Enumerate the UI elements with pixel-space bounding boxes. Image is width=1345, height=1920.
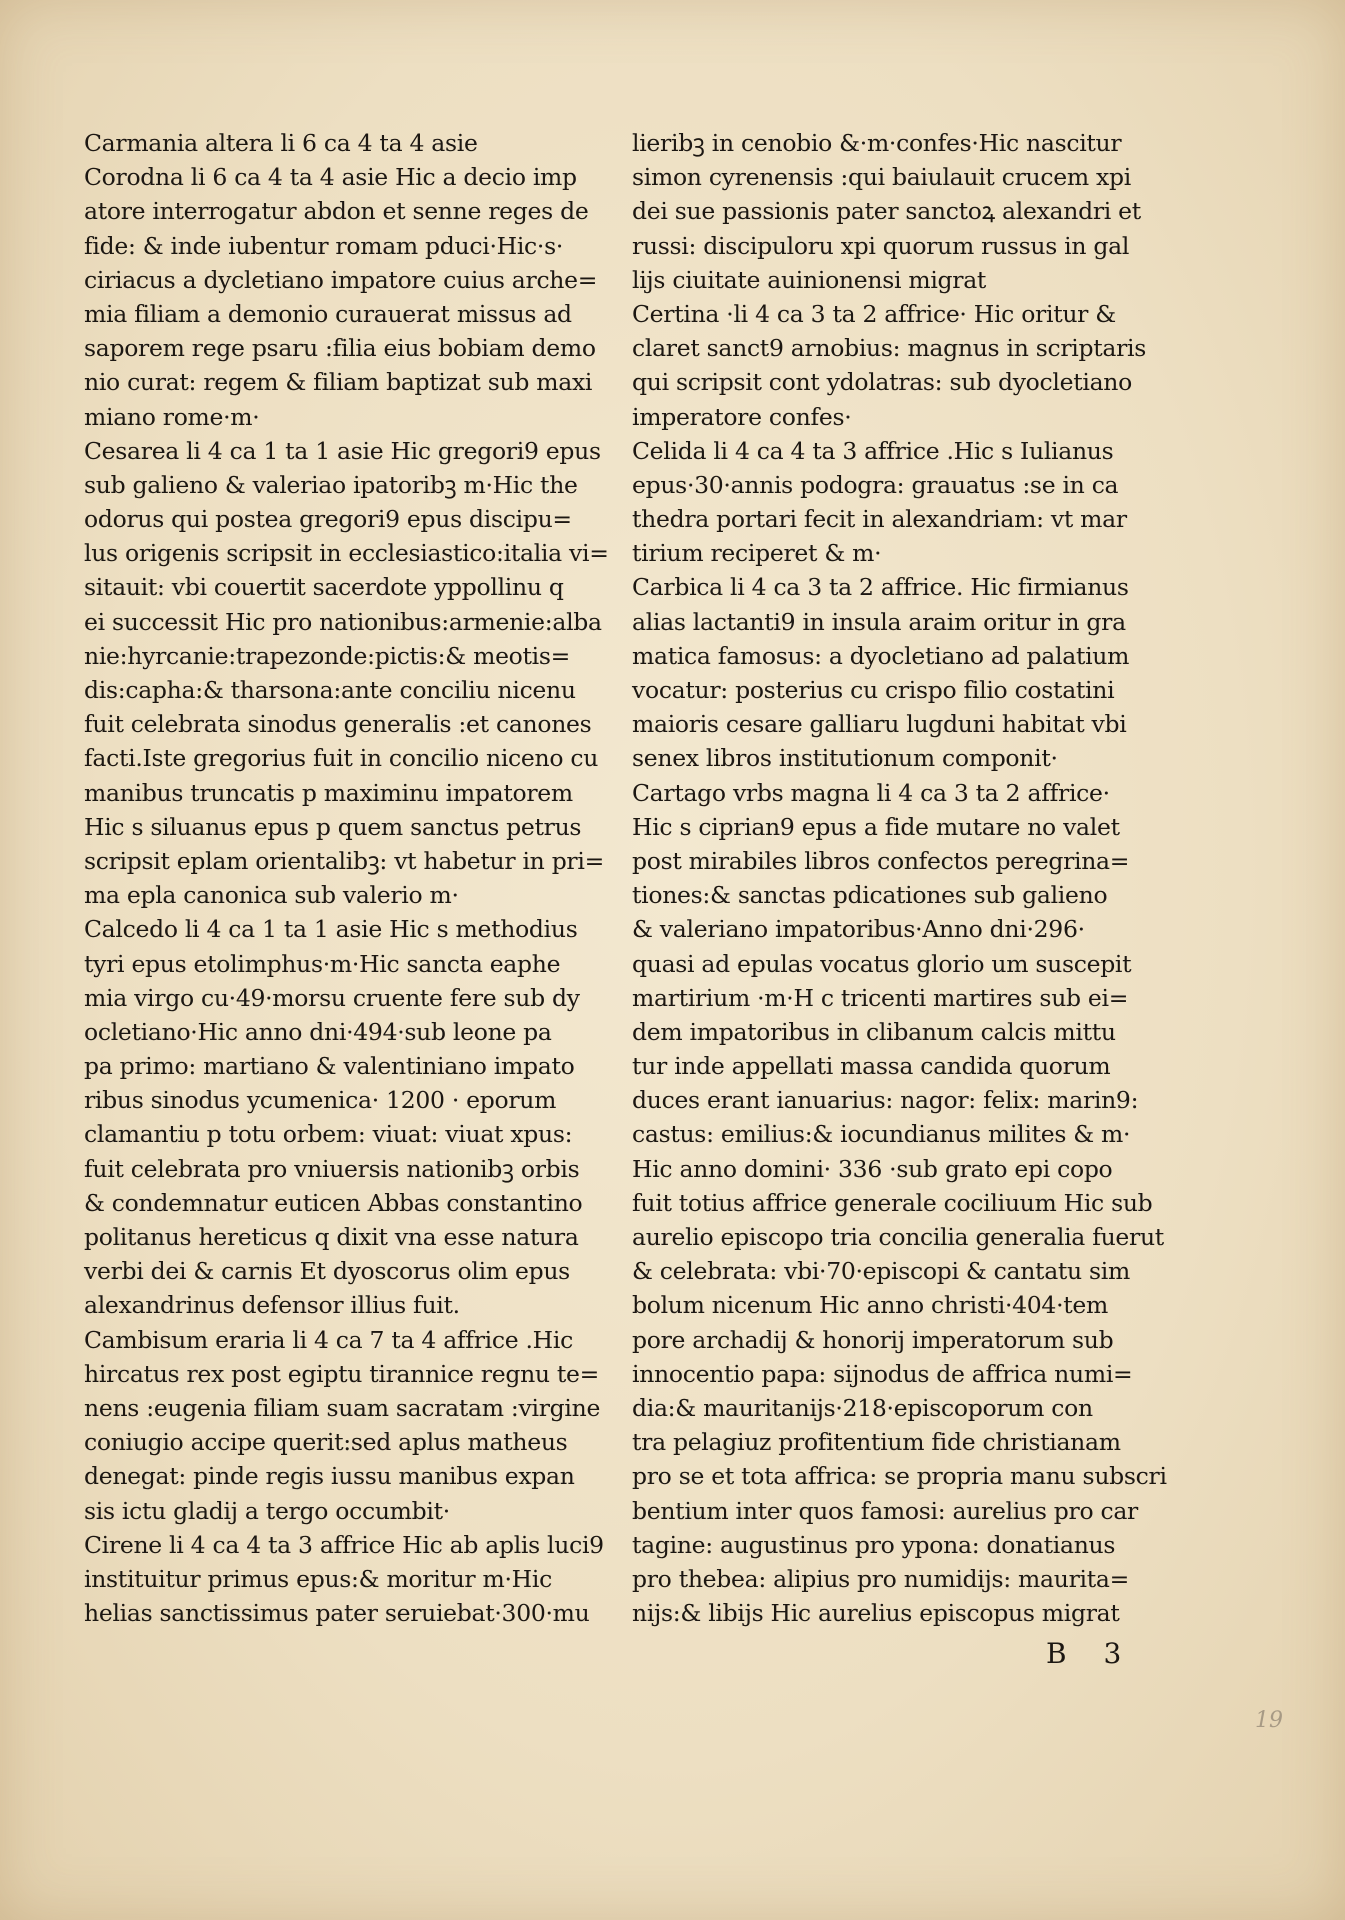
text-line: coniugio accipe querit:sed aplus matheus bbox=[84, 1428, 568, 1457]
text-line: nijs:& libijs Hic aurelius episcopus migrat bbox=[632, 1599, 1120, 1628]
text-line: ei successit Hic pro nationibus:armenie:alba bbox=[84, 607, 602, 636]
text-line: lijs ciuitate auinionensi migrat bbox=[632, 265, 987, 294]
text-line: hircatus rex post egiptu tirannice regnu te= bbox=[84, 1359, 600, 1388]
text-line: Carmania altera li 6 ca 4 ta 4 asie bbox=[84, 129, 478, 157]
text-line: Hic s ciprian9 epus a fide mutare no valet bbox=[632, 812, 1120, 841]
text-line: scripsit eplam orientalibꝫ: vt habetur in pri= bbox=[84, 846, 604, 875]
text-line: & celebrata: vbi·70·episcopi & cantatu sim bbox=[632, 1257, 1131, 1286]
text-line: politanus hereticus q dixit vna esse natura bbox=[84, 1223, 579, 1251]
text-line: imperatore confes· bbox=[632, 402, 852, 431]
text-line: Certina ·li 4 ca 3 ta 2 affrice· Hic oritur & bbox=[632, 299, 1116, 328]
text-line: Hic anno domini· 336 ·sub grato epi copo bbox=[632, 1154, 1113, 1183]
text-line: aurelio episcopo tria concilia generalia fuerut bbox=[632, 1223, 1164, 1251]
text-line: instituitur primus epus:& moritur m·Hic bbox=[84, 1564, 552, 1593]
text-line: & condemnatur euticen Abbas constantino bbox=[84, 1188, 583, 1217]
text-line: odorus qui postea gregori9 epus discipu= bbox=[84, 505, 572, 534]
text-line: Cirene li 4 ca 4 ta 3 affrice Hic ab aplis luci9 bbox=[84, 1530, 604, 1559]
text-line: thedra portari fecit in alexandriam: vt mar bbox=[632, 505, 1127, 534]
text-line: russi: discipuloru xpi quorum russus in gal bbox=[632, 231, 1130, 260]
text-line: pro se et tota affrica: se propria manu subscri bbox=[632, 1462, 1167, 1491]
text-line: Corodna li 6 ca 4 ta 4 asie Hic a decio imp bbox=[84, 163, 577, 192]
text-line: Cesarea li 4 ca 1 ta 1 asie Hic gregori9 epus bbox=[84, 436, 601, 465]
text-line: lus origenis scripsit in ecclesiastico:italia vi= bbox=[84, 539, 609, 568]
text-line: vocatur: posterius cu crispo filio costatini bbox=[632, 676, 1115, 704]
signature-mark: B 3 bbox=[1046, 1637, 1136, 1670]
text-line: tur inde appellati massa candida quorum bbox=[632, 1052, 1111, 1081]
text-line: verbi dei & carnis Et dyoscorus olim epus bbox=[84, 1257, 570, 1286]
text-line: pa primo: martiano & valentiniano impato bbox=[84, 1052, 575, 1081]
text-line: manibus truncatis p maximinu impatorem bbox=[84, 778, 573, 807]
text-line: ribus sinodus ycumenica· 1200 · eporum bbox=[84, 1086, 557, 1115]
text-line: miano rome·m· bbox=[84, 402, 260, 431]
text-line: Cartago vrbs magna li 4 ca 3 ta 2 affrice· bbox=[632, 778, 1110, 807]
text-line: ciriacus a dycletiano impatore cuius arche= bbox=[84, 265, 598, 294]
text-line: facti.Iste gregorius fuit in concilio niceno cu bbox=[84, 744, 599, 773]
text-line: martirium ·m·H c tricenti martires sub ei= bbox=[632, 983, 1129, 1012]
text-line: post mirabiles libros confectos peregrina= bbox=[632, 846, 1130, 875]
text-line: quasi ad epulas vocatus glorio um suscepit bbox=[632, 949, 1132, 978]
text-line: atore interrogatur abdon et senne reges de bbox=[84, 197, 589, 226]
text-line: claret sanct9 arnobius: magnus in scriptaris bbox=[632, 334, 1146, 363]
text-line: Hic s siluanus epus p quem sanctus petrus bbox=[84, 812, 582, 841]
text-line: alexandrinus defensor illius fuit. bbox=[84, 1291, 460, 1320]
text-line: duces erant ianuarius: nagor: felix: marin9: bbox=[632, 1086, 1139, 1115]
text-line: Carbica li 4 ca 3 ta 2 affrice. Hic firmianus bbox=[632, 573, 1129, 602]
text-line: sis ictu gladij a tergo occumbit· bbox=[84, 1496, 450, 1525]
text-line: qui scripsit cont ydolatras: sub dyocletiano bbox=[632, 368, 1132, 397]
text-line: clamantiu p totu orbem: viuat: viuat xpus: bbox=[84, 1120, 573, 1149]
text-line: fide: & inde iubentur romam pduci·Hic·s· bbox=[84, 231, 563, 260]
text-line: tyri epus etolimphus·m·Hic sancta eaphe bbox=[84, 949, 561, 978]
text-line: tagine: augustinus pro ypona: donatianus bbox=[632, 1530, 1116, 1559]
text-line: pro thebea: alipius pro numidijs: maurita= bbox=[632, 1564, 1129, 1593]
text-line: senex libros institutionum componit· bbox=[632, 744, 1058, 773]
text-line: simon cyrenensis :qui baiulauit crucem xpi bbox=[632, 163, 1131, 192]
text-line: Celida li 4 ca 4 ta 3 affrice .Hic s Iulianus bbox=[632, 436, 1114, 465]
text-line: Calcedo li 4 ca 1 ta 1 asie Hic s methodius bbox=[84, 915, 578, 944]
text-line: dia:& mauritanijs·218·episcoporum con bbox=[632, 1393, 1093, 1422]
text-line: denegat: pinde regis iussu manibus expan bbox=[84, 1462, 575, 1491]
text-line: Cambisum eraria li 4 ca 7 ta 4 affrice .Hic bbox=[84, 1325, 573, 1354]
text-line: alias lactanti9 in insula araim oritur in gra bbox=[632, 607, 1126, 636]
text-line: castus: emilius:& iocundianus milites & m· bbox=[632, 1120, 1131, 1149]
text-line: matica famosus: a dyocletiano ad palatium bbox=[632, 641, 1130, 670]
text-line: bolum nicenum Hic anno christi·404·tem bbox=[632, 1291, 1108, 1320]
text-line: tra pelagiuz profitentium fide christianam bbox=[632, 1428, 1121, 1457]
text-line: fuit celebrata sinodus generalis :et canones bbox=[84, 710, 592, 739]
text-line: mia virgo cu·49·morsu cruente fere sub dy bbox=[84, 983, 580, 1012]
text-line: ocletiano·Hic anno dni·494·sub leone pa bbox=[84, 1017, 552, 1046]
text-line: tiones:& sanctas pdicationes sub galieno bbox=[632, 881, 1108, 910]
pencil-folio-note: 19 bbox=[1255, 1708, 1283, 1733]
right-text-column bbox=[632, 126, 1167, 1630]
text-line: bentium inter quos famosi: aurelius pro car bbox=[632, 1496, 1138, 1525]
text-line: dei sue passionis pater sanctoꝝ alexandri et bbox=[632, 197, 1141, 226]
text-line: nens :eugenia filiam suam sacratam :virgine bbox=[84, 1393, 601, 1422]
text-line: helias sanctissimus pater seruiebat·300·mu bbox=[84, 1599, 590, 1628]
text-line: tirium reciperet & m· bbox=[632, 539, 882, 568]
text-line: pore archadij & honorij imperatorum sub bbox=[632, 1325, 1114, 1354]
text-line: & valeriano impatoribus·Anno dni·296· bbox=[632, 915, 1085, 944]
text-line: nie:hyrcanie:trapezonde:pictis:& meotis= bbox=[84, 641, 571, 670]
text-line: innocentio papa: sijnodus de affrica numi= bbox=[632, 1359, 1133, 1388]
text-line: dis:capha:& tharsona:ante conciliu nicenu bbox=[84, 676, 576, 704]
text-line: saporem rege psaru :filia eius bobiam demo bbox=[84, 334, 596, 363]
text-line: dem impatoribus in clibanum calcis mittu bbox=[632, 1017, 1116, 1046]
text-line: fuit totius affrice generale cociliuum Hic sub bbox=[632, 1188, 1153, 1217]
text-line: sub galieno & valeriao ipatoribꝫ m·Hic the bbox=[84, 470, 578, 499]
left-text-column bbox=[84, 126, 609, 1630]
text-line: mia filiam a demonio curauerat missus ad bbox=[84, 299, 572, 328]
text-line: epus·30·annis podogra: grauatus :se in ca bbox=[632, 470, 1119, 499]
text-line: maioris cesare galliaru lugduni habitat vbi bbox=[632, 710, 1127, 739]
text-line: nio curat: regem & filiam baptizat sub maxi bbox=[84, 368, 593, 397]
text-line: fuit celebrata pro vniuersis nationibꝫ orbis bbox=[84, 1154, 580, 1183]
text-line: ma epla canonica sub valerio m· bbox=[84, 881, 459, 910]
text-line: lieribꝫ in cenobio &·m·confes·Hic nascitur bbox=[632, 129, 1122, 157]
text-line: sitauit: vbi couertit sacerdote yppollinu q bbox=[84, 573, 564, 602]
